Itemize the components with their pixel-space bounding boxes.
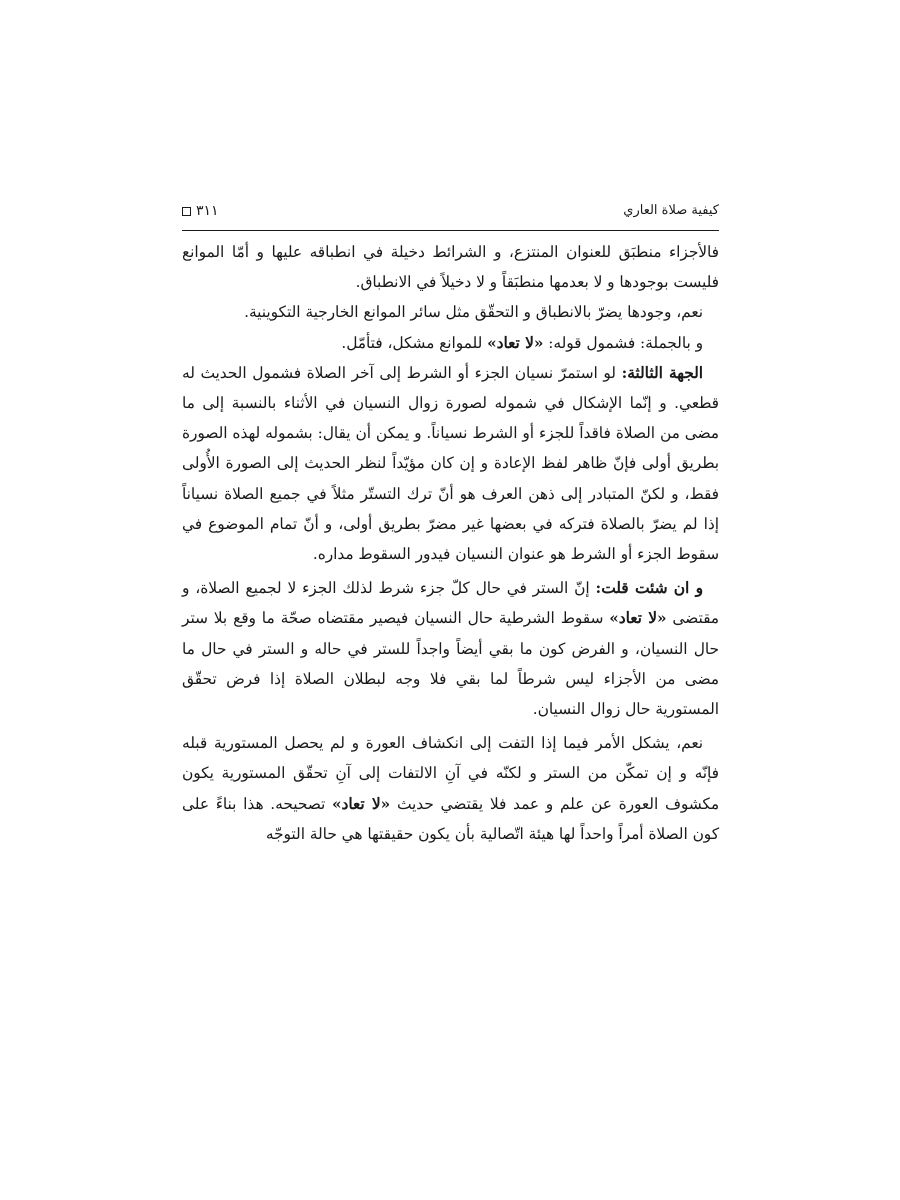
paragraph xyxy=(182,728,719,849)
square-outline-icon xyxy=(182,207,191,216)
section-heading-inline: الجهة الثالثة: xyxy=(621,363,704,382)
quoted-term: «لا تعاد» xyxy=(609,609,667,628)
text-run: نعم، يشكل الأمر فيما إذا التفت إلى انكشاف العورة و لم يحصل المستورية قبله فإنّه و إن تمكّن من الستر و لكنّه في آنِ الالتفات إلى آنِ تحقّق المستورية يكون مكشوف العورة عن علم و عمد فلا يقتضي حديث xyxy=(182,734,720,813)
document-page xyxy=(182,196,719,849)
paragraph xyxy=(182,573,719,724)
text-run: إنّ الستر في حال كلّ جزء شرط لذلك الجزء لا لجميع الصلاة، و مقتضى xyxy=(182,579,719,628)
paragraph xyxy=(182,297,719,327)
running-header xyxy=(182,196,719,226)
quoted-term: «لا تعاد» xyxy=(487,333,544,352)
page-number: ٣١١ xyxy=(196,203,219,219)
text-run: لو استمرّ نسيان الجزء أو الشرط إلى آخر الصلاة فشمول الحديث له قطعي. و إنّما الإشكال في شموله لصورة زوال النسيان في الأثناء بالنسبة إلى ما مضى من الصلاة فاقداً للجزء أو الشرط نسياناً. و يمكن أن يقال: بشموله لهذه الصورة بطريق أولى فإنّ ظاهر لفظ الإعادة و إن كان مؤيّداً لنظر الحديث إلى الصورة الأُولى فقط، و لكنّ المتبادر إلى ذهن العرف هو أنّ ترك التستّر مثلاً في جميع الصلاة نسياناً إذا لم يضرّ بالصلاة فتركه في بعضها غير مضرّ بطريق أولى، و أنّ تمام الموضوع في سقوط الجزء أو الشرط هو عنوان النسيان فيدور السقوط مداره. xyxy=(182,363,719,564)
text-run: فالأجزاء منطبَق للعنوان المنتزع، و الشرائط دخيلة في انطباقه عليها و أمّا الموانع فليست بوجودها و لا بعدمها منطبَقاً و لا دخيلاً في الانطباق. xyxy=(182,243,719,292)
paragraph xyxy=(182,328,719,358)
header-divider xyxy=(182,230,719,231)
page-number-group xyxy=(182,196,219,226)
paragraph xyxy=(182,358,719,569)
text-run: للموانع مشكل، فتأمّل. xyxy=(341,333,488,352)
book-title: كيفية صلاة العاري xyxy=(623,203,719,218)
text-run: و بالجملة: فشمول قوله: xyxy=(543,333,703,352)
quoted-term: «لا تعاد» xyxy=(332,794,391,813)
paragraph xyxy=(182,237,719,297)
text-run: نعم، وجودها يضرّ بالانطباق و التحقّق مثل سائر الموانع الخارجية التكوينية. xyxy=(244,303,703,322)
text-run: سقوط الشرطية حال النسيان فيصير مقتضاه صحّة ما وقع بلا ستر حال النسيان، و الفرض كون ما بقي أيضاً واجداً للستر في حاله و الستر في حال ما مضى من الأجزاء ليس شرطاً لما بقي فلا وجه لبطلان الصلاة إذا فرض تحقّق المستورية حال زوال النسيان. xyxy=(182,609,719,719)
text-run: تصحيحه. هذا بناءً على كون الصلاة أمراً واحداً لها هيئة اتّصالية بأن يكون حقيقتها هي حالة التوجّه xyxy=(182,794,719,843)
inline-heading: و ان شئت قلت: xyxy=(595,579,703,598)
body-text xyxy=(182,237,719,849)
